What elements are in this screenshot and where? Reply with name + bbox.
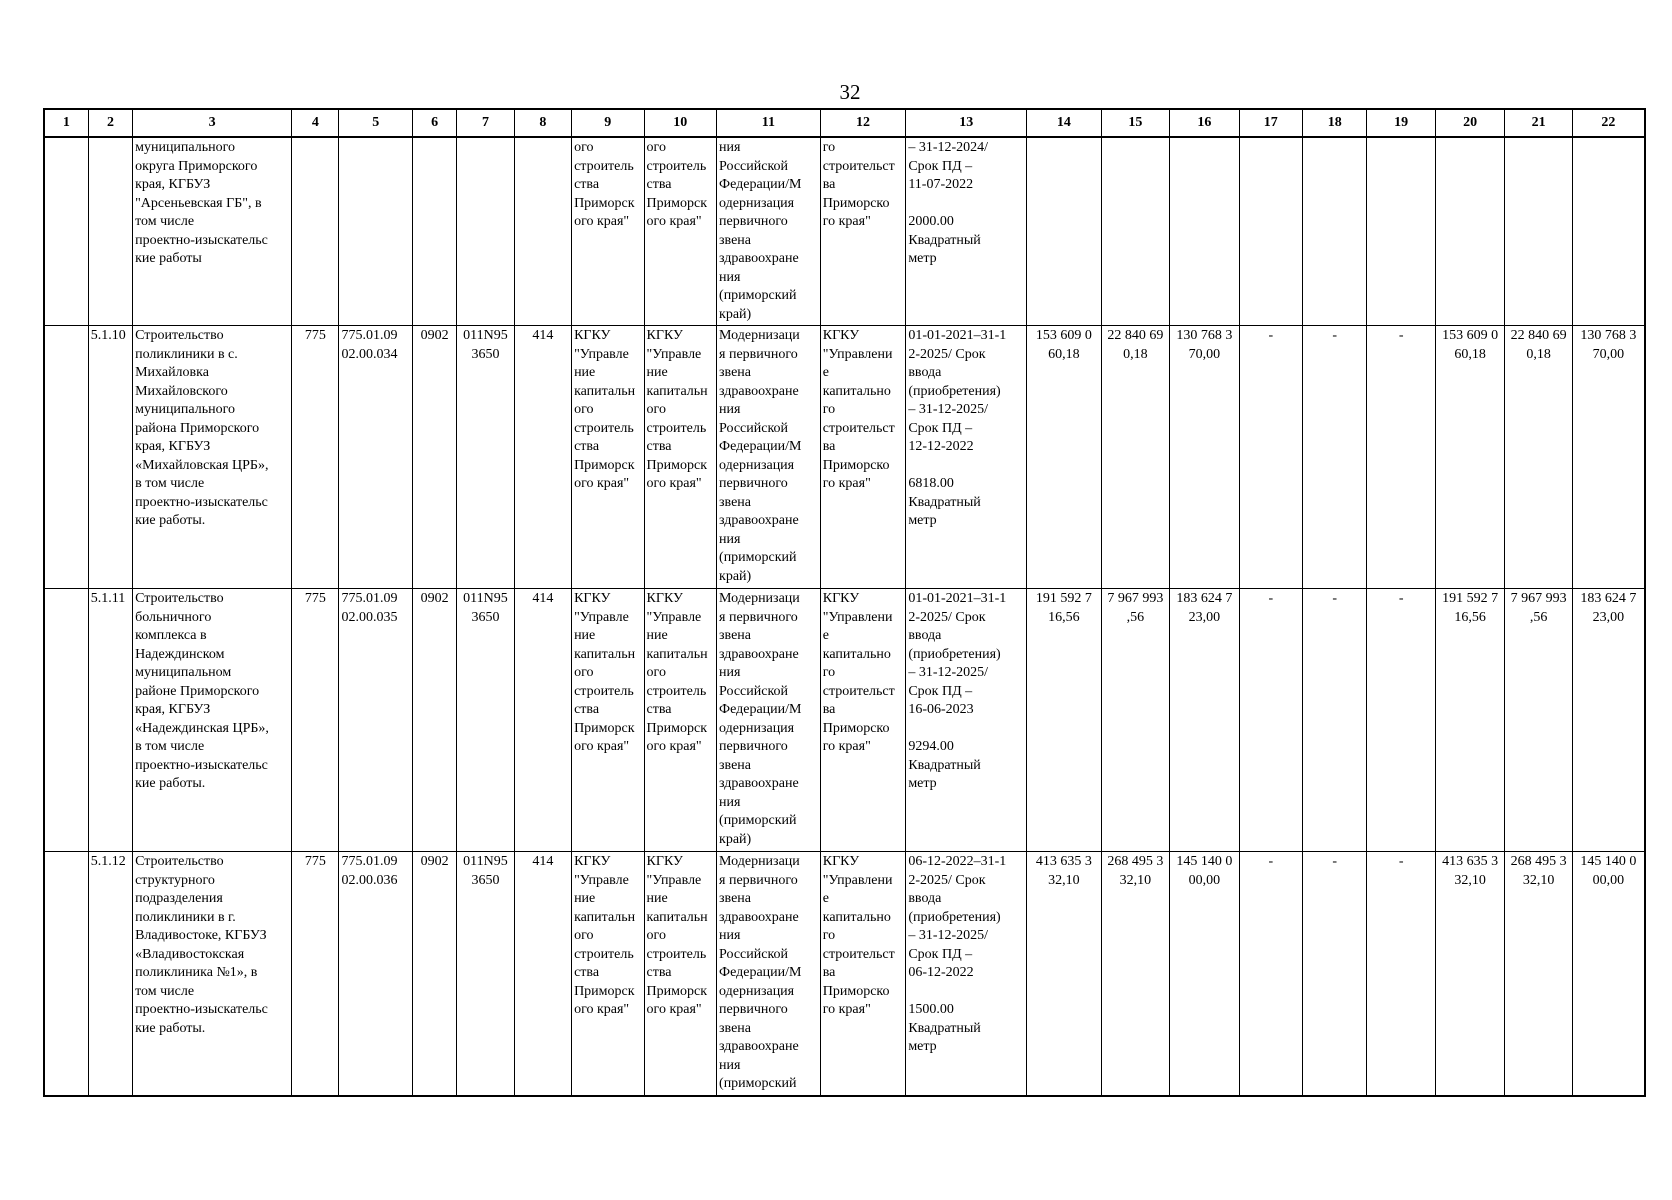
column-header-17: 17 (1239, 109, 1302, 137)
table-cell-col-9: КГКУ "Управле ние капитальн ого строитель ства Приморск ого края" (572, 326, 644, 589)
table-row (44, 589, 1645, 852)
column-header-3: 3 (133, 109, 292, 137)
table-cell-col-20 (1435, 137, 1504, 326)
table-cell-col-15 (1101, 137, 1169, 326)
table-cell-col-16: 130 768 3 70,00 (1170, 326, 1239, 589)
column-header-6: 6 (412, 109, 456, 137)
column-header-8: 8 (514, 109, 571, 137)
table-cell-col-21: 7 967 993 ,56 (1505, 589, 1572, 852)
table-cell-col-15: 268 495 3 32,10 (1101, 852, 1169, 1096)
table-cell-col-7: 011N95 3650 (457, 326, 514, 589)
table-cell-col-13: 06-12-2022–31-1 2-2025/ Срок ввода (приобретения) – 31-12-2025/ Срок ПД – 06-12-2022 1500.00 Квадратный метр (906, 852, 1027, 1096)
table-cell-col-5: 775.01.09 02.00.034 (339, 326, 413, 589)
column-header-11: 11 (717, 109, 821, 137)
table-cell-col-11: ния Российской Федерации/М одернизация первичного звена здравоохране ния (приморский край) (717, 137, 821, 326)
table-cell-col-18: - (1303, 326, 1367, 589)
column-header-18: 18 (1303, 109, 1367, 137)
table-cell-col-13: 01-01-2021–31-1 2-2025/ Срок ввода (приобретения) – 31-12-2025/ Срок ПД – 16-06-2023 9294.00 Квадратный метр (906, 589, 1027, 852)
table-cell-col-4 (292, 137, 339, 326)
table-row (44, 137, 1645, 326)
column-header-14: 14 (1027, 109, 1102, 137)
table-cell-col-12: КГКУ "Управлени е капитально го строительст ва Приморско го края" (820, 852, 906, 1096)
table-cell-col-7: 011N95 3650 (457, 852, 514, 1096)
table-cell-col-4: 775 (292, 852, 339, 1096)
table-cell-col-22: 145 140 0 00,00 (1572, 852, 1645, 1096)
table-cell-col-19: - (1367, 589, 1435, 852)
table-cell-col-11: Модернизаци я первичного звена здравоохране ния Российской Федерации/М одернизация первичного звена здравоохране ния (приморский край) (717, 326, 821, 589)
table-cell-col-2: 5.1.11 (88, 589, 132, 852)
table-cell-col-6: 0902 (412, 852, 456, 1096)
table-cell-col-19 (1367, 137, 1435, 326)
table-cell-col-21: 268 495 3 32,10 (1505, 852, 1572, 1096)
table-cell-col-3: Строительство больничного комплекса в Надеждинском муниципальном районе Приморского края, КГБУЗ «Надеждинская ЦРБ», в том числе проектно-изыскательс кие работы. (133, 589, 292, 852)
table-cell-col-10: КГКУ "Управле ние капитальн ого строитель ства Приморск ого края" (644, 326, 716, 589)
column-header-20: 20 (1435, 109, 1504, 137)
table-cell-col-22: 130 768 3 70,00 (1572, 326, 1645, 589)
table-cell-col-10: КГКУ "Управле ние капитальн ого строитель ства Приморск ого края" (644, 589, 716, 852)
table-cell-col-8: 414 (514, 852, 571, 1096)
table-cell-col-2: 5.1.10 (88, 326, 132, 589)
table-cell-col-18 (1303, 137, 1367, 326)
table-cell-col-5: 775.01.09 02.00.036 (339, 852, 413, 1096)
page-number: 32 (839, 80, 861, 104)
budget-table (43, 108, 1646, 1097)
table-cell-col-9: ого строитель ства Приморск ого края" (572, 137, 644, 326)
table-cell-col-12: КГКУ "Управлени е капитально го строительст ва Приморско го края" (820, 326, 906, 589)
column-header-21: 21 (1505, 109, 1572, 137)
table-cell-col-16: 183 624 7 23,00 (1170, 589, 1239, 852)
table-cell-col-16: 145 140 0 00,00 (1170, 852, 1239, 1096)
table-cell-col-21: 22 840 69 0,18 (1505, 326, 1572, 589)
column-header-4: 4 (292, 109, 339, 137)
table-cell-col-13: – 31-12-2024/ Срок ПД – 11-07-2022 2000.00 Квадратный метр (906, 137, 1027, 326)
column-header-16: 16 (1170, 109, 1239, 137)
table-cell-col-14: 191 592 7 16,56 (1027, 589, 1102, 852)
column-header-10: 10 (644, 109, 716, 137)
table-cell-col-7: 011N95 3650 (457, 589, 514, 852)
table-cell-col-1 (44, 137, 88, 326)
table-cell-col-9: КГКУ "Управле ние капитальн ого строитель ства Приморск ого края" (572, 589, 644, 852)
column-header-2: 2 (88, 109, 132, 137)
table-cell-col-14: 153 609 0 60,18 (1027, 326, 1102, 589)
table-cell-col-17 (1239, 137, 1302, 326)
table-cell-col-15: 7 967 993 ,56 (1101, 589, 1169, 852)
table-cell-col-6 (412, 137, 456, 326)
table-cell-col-20: 413 635 3 32,10 (1435, 852, 1504, 1096)
table-cell-col-19: - (1367, 326, 1435, 589)
table-cell-col-22 (1572, 137, 1645, 326)
table-cell-col-18: - (1303, 589, 1367, 852)
table-cell-col-17: - (1239, 326, 1302, 589)
table-cell-col-3: муниципального округа Приморского края, КГБУЗ "Арсеньевская ГБ", в том числе проектно-изыскательс кие работы (133, 137, 292, 326)
table-cell-col-20: 191 592 7 16,56 (1435, 589, 1504, 852)
column-header-13: 13 (906, 109, 1027, 137)
table-cell-col-9: КГКУ "Управле ние капитальн ого строитель ства Приморск ого края" (572, 852, 644, 1096)
table-cell-col-3: Строительство структурного подразделения поликлиники в г. Владивостоке, КГБУЗ «Владивостокская поликлиника №1», в том числе проектно-изыскательс кие работы. (133, 852, 292, 1096)
table-cell-col-1 (44, 852, 88, 1096)
table-cell-col-1 (44, 326, 88, 589)
table-cell-col-5: 775.01.09 02.00.035 (339, 589, 413, 852)
table-cell-col-8: 414 (514, 589, 571, 852)
table-cell-col-10: ого строитель ства Приморск ого края" (644, 137, 716, 326)
table-cell-col-15: 22 840 69 0,18 (1101, 326, 1169, 589)
table-cell-col-8 (514, 137, 571, 326)
table-cell-col-13: 01-01-2021–31-1 2-2025/ Срок ввода (приобретения) – 31-12-2025/ Срок ПД – 12-12-2022 6818.00 Квадратный метр (906, 326, 1027, 589)
table-cell-col-2: 5.1.12 (88, 852, 132, 1096)
table-cell-col-17: - (1239, 852, 1302, 1096)
table-cell-col-4: 775 (292, 326, 339, 589)
table-cell-col-12: го строительст ва Приморско го края" (820, 137, 906, 326)
table-cell-col-12: КГКУ "Управлени е капитально го строительст ва Приморско го края" (820, 589, 906, 852)
table-cell-col-11: Модернизаци я первичного звена здравоохране ния Российской Федерации/М одернизация первичного звена здравоохране ния (приморский (717, 852, 821, 1096)
table-cell-col-14: 413 635 3 32,10 (1027, 852, 1102, 1096)
column-header-15: 15 (1101, 109, 1169, 137)
table-cell-col-7 (457, 137, 514, 326)
column-header-22: 22 (1572, 109, 1645, 137)
table-cell-col-4: 775 (292, 589, 339, 852)
table-cell-col-11: Модернизаци я первичного звена здравоохране ния Российской Федерации/М одернизация первичного звена здравоохране ния (приморский край) (717, 589, 821, 852)
table-cell-col-21 (1505, 137, 1572, 326)
column-header-7: 7 (457, 109, 514, 137)
table-row (44, 326, 1645, 589)
column-header-1: 1 (44, 109, 88, 137)
table-cell-col-22: 183 624 7 23,00 (1572, 589, 1645, 852)
table-cell-col-10: КГКУ "Управле ние капитальн ого строитель ства Приморск ого края" (644, 852, 716, 1096)
header-row (44, 109, 1645, 137)
table-cell-col-20: 153 609 0 60,18 (1435, 326, 1504, 589)
table-cell-col-2 (88, 137, 132, 326)
table-cell-col-17: - (1239, 589, 1302, 852)
table-cell-col-1 (44, 589, 88, 852)
table-cell-col-18: - (1303, 852, 1367, 1096)
table-cell-col-5 (339, 137, 413, 326)
table-row (44, 852, 1645, 1096)
table-cell-col-3: Строительство поликлиники в с. Михайловка Михайловского муниципального района Приморского края, КГБУЗ «Михайловская ЦРБ», в том числе проектно-изыскательс кие работы. (133, 326, 292, 589)
column-header-9: 9 (572, 109, 644, 137)
table-cell-col-6: 0902 (412, 589, 456, 852)
table-cell-col-8: 414 (514, 326, 571, 589)
table-cell-col-14 (1027, 137, 1102, 326)
table-cell-col-6: 0902 (412, 326, 456, 589)
column-header-5: 5 (339, 109, 413, 137)
column-header-19: 19 (1367, 109, 1435, 137)
table-cell-col-16 (1170, 137, 1239, 326)
column-header-12: 12 (820, 109, 906, 137)
table-cell-col-19: - (1367, 852, 1435, 1096)
